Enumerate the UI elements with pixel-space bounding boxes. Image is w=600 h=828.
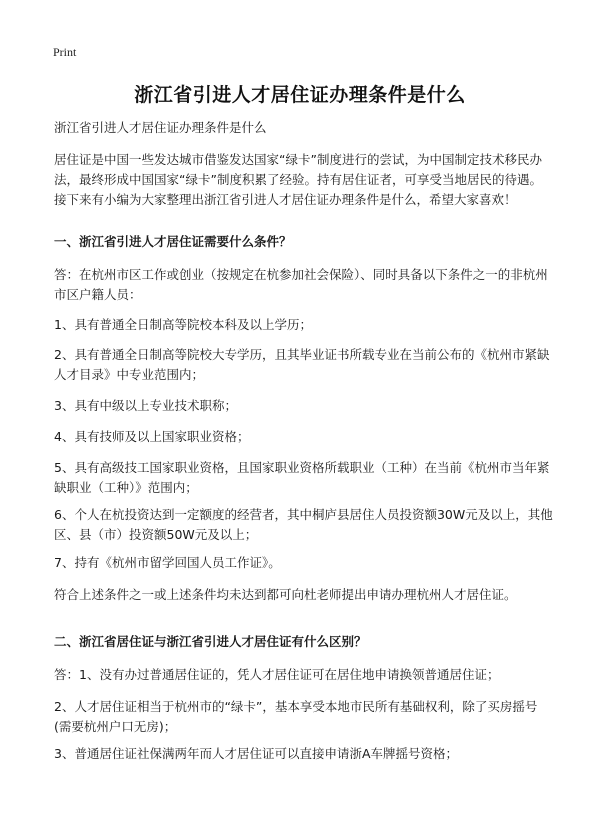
- difference-item-2: 2、人才居住证相当于杭州市的“绿卡”，基本享受本地市民所有基础权利，除了买房摇号(需要杭州户口无房)；: [54, 699, 538, 734]
- print-link[interactable]: Print: [53, 45, 77, 59]
- article-subtitle: 浙江省引进人才居住证办理条件是什么: [54, 120, 267, 135]
- condition-item-4: 4、具有技师及以上国家职业资格；: [54, 429, 250, 444]
- intro-paragraph: 居住证是中国一些发达城市借鉴发达国家“绿卡”制度进行的尝试，为中国制定技术移民办法，最终形成中国国家“绿卡”制度积累了经验。持有居住证者，可享受当地居民的待遇。接下来有小编为大家整理出浙江省引进人才居住证办理条件是什么，希望大家喜欢！: [54, 152, 542, 207]
- page-title: 浙江省引进人才居住证办理条件是什么: [134, 84, 466, 106]
- section1-heading: 一、浙江省引进人才居住证需要什么条件？: [54, 234, 292, 249]
- condition-item-3: 3、具有中级以上专业技术职称；: [54, 398, 237, 413]
- section2-heading: 二、浙江省居住证与浙江省引进人才居住证有什么区别？: [54, 634, 367, 649]
- condition-item-5: 5、具有高级技工国家职业资格，且国家职业资格所载职业（工种）在当前《杭州市当年紧缺职业（工种）》范围内；: [54, 460, 550, 495]
- condition-item-7: 7、持有《杭州市留学回国人员工作证》。: [54, 555, 281, 570]
- section1-answer: 答：在杭州市区工作或创业（按规定在杭参加社会保险）、同时具备以下条件之一的非杭州市区户籍人员：: [54, 267, 548, 302]
- section1-conclusion: 符合上述条件之一或上述条件均未达到都可向杜老师提出申请办理杭州人才居住证。: [54, 587, 517, 602]
- condition-item-6: 6、个人在杭投资达到一定额度的经营者，其中桐庐县居住人员投资额30W元及以上，其他区、县（市）投资额50W元及以上；: [54, 507, 553, 542]
- difference-item-3: 3、普通居住证社保满两年而人才居住证可以直接申请浙A车牌摇号资格；: [54, 746, 459, 761]
- difference-item-1: 答：1、没有办过普通居住证的，凭人才居住证可在居住地申请换领普通居住证；: [54, 667, 500, 682]
- condition-item-1: 1、具有普通全日制高等院校本科及以上学历；: [54, 317, 312, 332]
- condition-item-2: 2、具有普通全日制高等院校大专学历，且其毕业证书所载专业在当前公布的《杭州市紧缺人才目录》中专业范围内；: [54, 347, 550, 382]
